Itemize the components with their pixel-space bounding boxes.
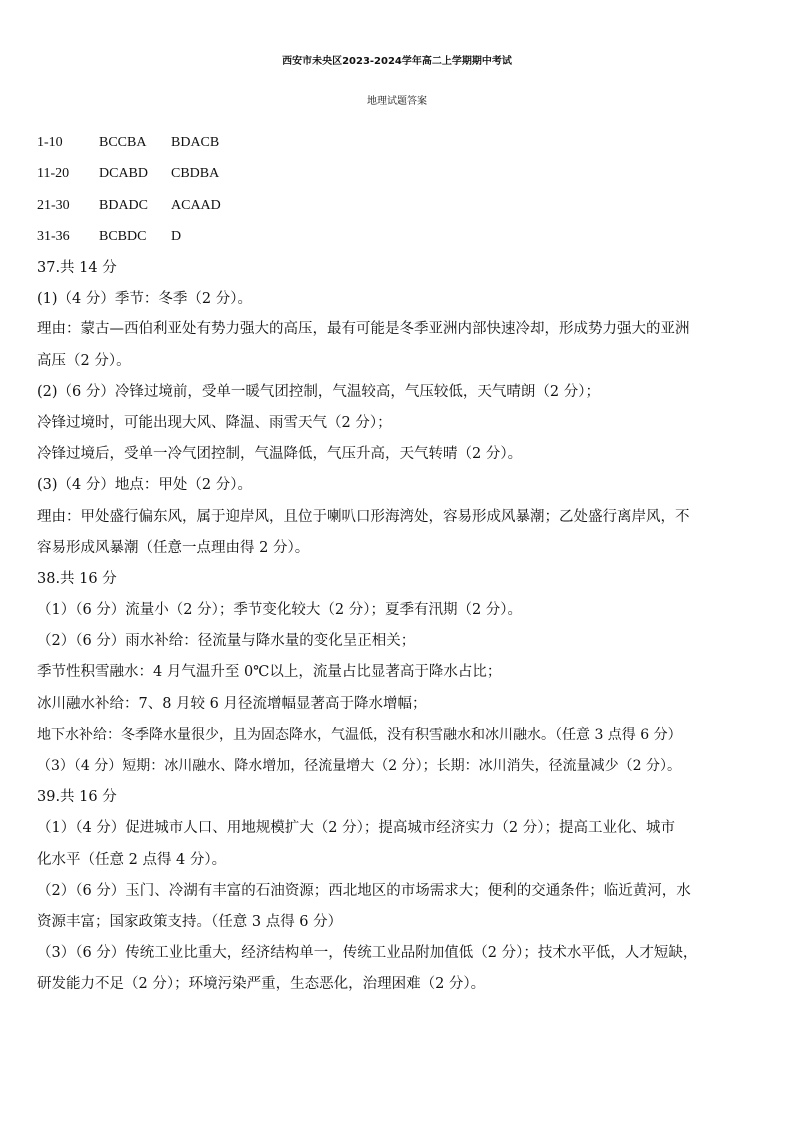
answer-line: 容易形成风暴潮（任意一点理由得 2 分）。 (37, 540, 310, 556)
answer-line: 地下水补给：冬季降水量很少，且为固态降水，气温低，没有积雪融水和冰川融水。（任意 3 点得 6 分） (37, 727, 682, 743)
question-range: 31-36 (37, 229, 70, 244)
document-title: 西安市未央区2023-2024学年高二上学期期中考试 (282, 56, 512, 67)
answer-group: ACAAD (171, 198, 221, 213)
question-range: 1-10 (37, 135, 63, 150)
answer-line: 化水平（任意 2 点得 4 分）。 (37, 852, 227, 868)
answer-line: (3)（4 分）地点：甲处（2 分）。 (37, 477, 252, 493)
answer-group: BCBDC (99, 229, 147, 244)
answer-line: （1）（4 分）促进城市人口、用地规模扩大（2 分）；提高城市经济实力（2 分）；提高工业化、城市 (37, 820, 675, 836)
answer-line: (2)（6 分）冷锋过境前，受单一暖气团控制，气温较高，气压较低，天气晴朗（2 分）； (37, 384, 600, 400)
answer-line: 理由：蒙古—西伯利亚处有势力强大的高压，最有可能是冬季亚洲内部快速冷却，形成势力强大的亚洲 (37, 321, 690, 337)
answer-group: BDACB (171, 135, 220, 150)
answer-line: 理由：甲处盛行偏东风，属于迎岸风，且位于喇叭口形海湾处，容易形成风暴潮；乙处盛行离岸风，不 (37, 509, 690, 525)
answer-line: 资源丰富；国家政策支持。（任意 3 点得 6 分） (37, 914, 343, 930)
answer-line: （3）（6 分）传统工业比重大，经济结构单一，传统工业品附加值低（2 分）；技术水平低，人才短缺， (37, 945, 698, 961)
choice-answer-row (37, 229, 181, 245)
answer-line: （3）（4 分）短期：冰川融水、降水增加，径流量增大（2 分）；长期：冰川消失，径流量减少（2 分）。 (37, 758, 681, 774)
answer-group: CBDBA (171, 166, 220, 181)
answer-line: (1)（4 分）季节：冬季（2 分）。 (37, 291, 252, 307)
answer-group: D (171, 229, 182, 244)
answer-line: （1）（6 分）流量小（2 分）；季节变化较大（2 分）；夏季有汛期（2 分）。 (37, 602, 523, 618)
answer-line: 冷锋过境后，受单一冷气团控制，气温降低，气压升高，天气转晴（2 分）。 (37, 446, 523, 462)
answer-group: BCCBA (99, 135, 147, 150)
choice-answer-row (37, 198, 221, 214)
section-heading-39: 39.共 16 分 (37, 789, 117, 805)
answer-line: （2）（6 分）玉门、冷湖有丰富的石油资源；西北地区的市场需求大；便利的交通条件；临近黄河，水 (37, 883, 691, 899)
document-subtitle: 地理试题答案 (367, 96, 427, 107)
choice-answer-row (37, 135, 219, 151)
answer-line: 高压（2 分）。 (37, 353, 131, 369)
question-range: 11-20 (37, 166, 70, 181)
answer-line: 冷锋过境时，可能出现大风、降温、雨雪天气（2 分）； (37, 415, 392, 431)
section-heading-38: 38.共 16 分 (37, 571, 117, 587)
answer-line: （2）（6 分）雨水补给：径流量与降水量的变化呈正相关； (37, 633, 416, 649)
answer-line: 研发能力不足（2 分）；环境污染严重，生态恶化，治理困难（2 分）。 (37, 976, 486, 992)
answer-line: 季节性积雪融水：4 月气温升至 0℃以上，流量占比显著高于降水占比； (37, 664, 502, 680)
answer-line: 冰川融水补给：7、8 月较 6 月径流增幅显著高于降水增幅； (37, 696, 427, 712)
section-heading-37: 37.共 14 分 (37, 260, 117, 276)
choice-answer-row (37, 166, 219, 182)
answer-group: BDADC (99, 198, 149, 213)
question-range: 21-30 (37, 198, 70, 213)
answer-group: DCABD (99, 166, 149, 181)
